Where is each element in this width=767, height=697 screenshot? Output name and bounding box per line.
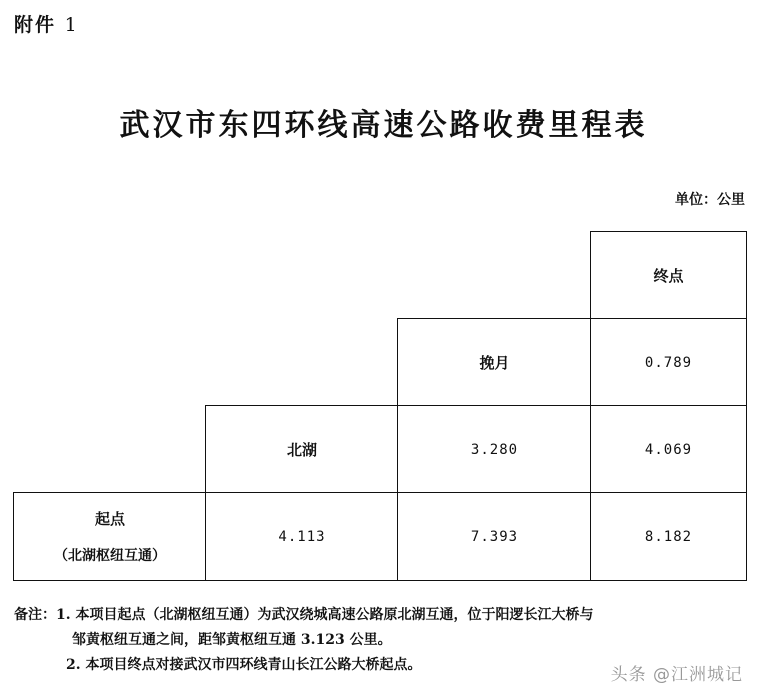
cell-wanyue-to-end [590,318,747,407]
cell-beihu-to-end [590,405,747,494]
start-sublabel: （北湖枢纽互通） [54,548,166,564]
annex-label [14,10,79,37]
note-line-2: 邹黄枢纽互通之间，距邹黄枢纽互通 3.123 公里。 [72,632,392,648]
cell-beihu-header [205,405,399,494]
annex-text: 附件 [14,14,57,36]
beihu-label: 北湖 [286,441,317,459]
note-line-3: 2. 本项目终点对接武汉市四环线青山长江公路大桥起点。 [66,657,422,673]
cell-start-to-end [590,492,747,581]
distance-value: 4.113 [278,528,326,545]
cell-start-header [13,492,207,581]
cell-start-to-beihu [205,492,399,581]
watermark: 头条 @江洲城记 [610,665,743,685]
distance-value: 0.789 [644,354,693,371]
cell-beihu-to-wanyue [397,405,592,494]
distance-value: 8.182 [644,528,693,545]
distance-value: 4.069 [644,441,693,458]
cell-end-header [590,231,747,320]
end-label: 终点 [653,267,684,285]
distance-value: 3.280 [470,441,519,458]
wanyue-label: 挽月 [479,354,510,372]
notes [14,603,594,678]
cell-wanyue-header [397,318,592,407]
start-label: 起点 [94,510,125,528]
page-title: 武汉市东四环线高速公路收费里程表 [119,108,648,143]
note-line-1: 备注：1. 本项目起点（北湖枢纽互通）为武汉绕城高速公路原北湖互通，位于阳逻长江大桥与 [14,607,594,623]
annex-number: 1 [64,14,79,36]
unit-label: 单位：公里 [675,192,745,208]
distance-value: 7.393 [470,528,519,545]
cell-start-to-wanyue [397,492,592,581]
